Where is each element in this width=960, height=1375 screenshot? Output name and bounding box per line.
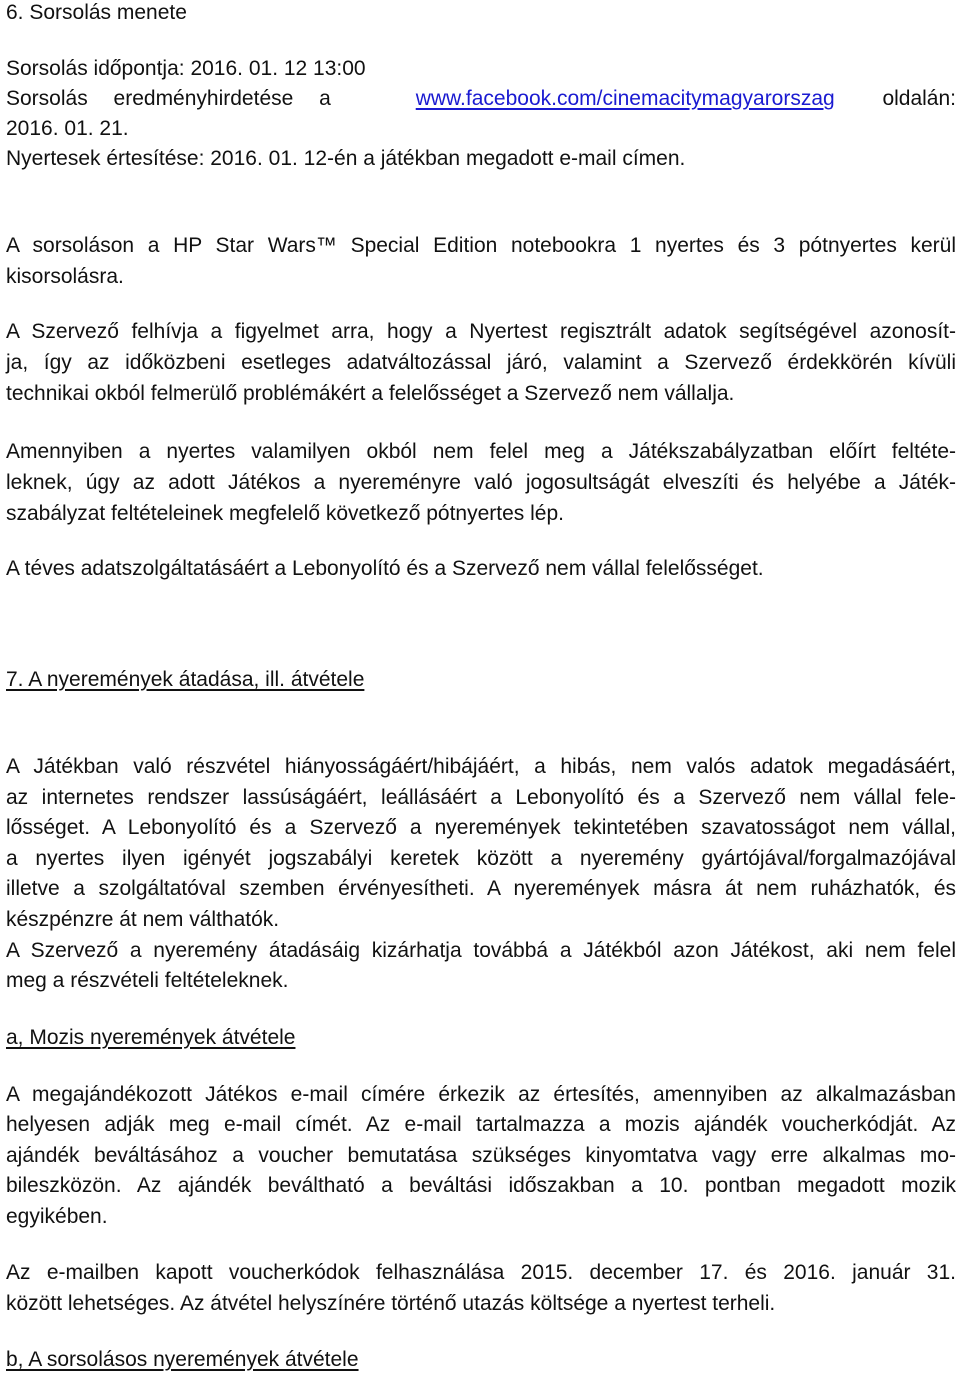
paragraph-line: az internetes rendszer lassúságáért, leállásáért a Lebonyolító és a Szervező nem vállal fele- (6, 786, 956, 809)
paragraph-line: A Szervező a nyeremény átadásáig kizárhatja továbbá a Játékból azon Játékost, aki nem felel (6, 939, 956, 962)
paragraph-line: a nyertes ilyen igényét jogszabályi keretek között a nyeremény gyártójával/forgalmazójával (6, 847, 956, 870)
paragraph-line: között lehetséges. Az átvétel helyszínére történő utazás költsége a nyertest terheli. (6, 1292, 776, 1315)
paragraph-line: egyikében. (6, 1205, 108, 1228)
paragraph-line: A sorsoláson a HP Star Wars™ Special Edition notebookra 1 nyertes és 3 pótnyertes kerül (6, 234, 956, 257)
section-7-heading: 7. A nyeremények átadása, ill. átvétele (6, 668, 365, 691)
paragraph-line: ja, így az időközbeni esetleges adatváltozással járó, valamint a Szervező érdekkörén kívüli (6, 351, 956, 374)
paragraph-line: illetve a szolgáltatóval szemben érvényesítheti. A nyeremények másra át nem ruházhatók, és (6, 877, 956, 900)
paragraph-line: A téves adatszolgáltatásáért a Lebonyolító és a Szervező nem vállal felelősséget. (6, 557, 764, 580)
paragraph-line: szabályzat feltételeinek megfelelő következő pótnyertes lép. (6, 502, 564, 525)
paragraph-line: Az e-mailben kapott voucherkódok felhasználása 2015. december 17. és 2016. január 31. (6, 1261, 956, 1284)
section-6-heading: 6. Sorsolás menete (6, 1, 187, 24)
draw-date: Sorsolás időpontja: 2016. 01. 12 13:00 (6, 57, 366, 80)
paragraph-line: helyesen adják meg e-mail címét. Az e-mail tartalmazza a mozis ajándék voucherkódját. Az (6, 1113, 956, 1136)
paragraph-line: meg a részvételi feltételeknek. (6, 969, 289, 992)
paragraph-line: technikai okból felmerülő problémákért a felelősséget a Szervező nem vállalja. (6, 382, 735, 405)
winner-notification: Nyertesek értesítése: 2016. 01. 12-én a játékban megadott e-mail címen. (6, 147, 686, 170)
paragraph-line: A Szervező felhívja a figyelmet arra, hogy a Nyertest regisztrált adatok segítségével azonosít- (6, 320, 956, 343)
paragraph-line: lősséget. A Lebonyolító és a Szervező a nyeremények tekintetében szavatosságot nem vállal, (6, 816, 956, 839)
announce-suffix: oldalán: (882, 87, 956, 110)
announce-date: 2016. 01. 21. (6, 117, 129, 140)
announce-line (6, 86, 956, 112)
announce-prefix: Sorsolás eredményhirdetése a (6, 87, 331, 110)
paragraph-line: kisorsolásra. (6, 265, 124, 288)
paragraph-line: A megajándékozott Játékos e-mail címére érkezik az értesítés, amennyiben az alkalmazásban (6, 1083, 956, 1106)
paragraph-line: készpénzre át nem válthatók. (6, 908, 280, 931)
subsection-b-heading: b, A sorsolásos nyeremények átvétele (6, 1348, 359, 1371)
paragraph-line: leknek, úgy az adott Játékos a nyereményre való jogosultságát elveszíti és helyébe a Játék- (6, 471, 956, 494)
facebook-link[interactable]: www.facebook.com/cinemacitymagyarorszag (415, 87, 835, 110)
paragraph-line: Amennyiben a nyertes valamilyen okból nem felel meg a Játékszabályzatban előírt feltéte- (6, 440, 956, 463)
paragraph-line: A Játékban való részvétel hiányosságáért/hibájáért, a hibás, nem valós adatok megadásáért, (6, 755, 956, 778)
paragraph-line: bileszközön. Az ajándék beváltható a beváltási időszakban a 10. pontban megadott mozik (6, 1174, 956, 1197)
paragraph-line: ajándék beváltásához a voucher bemutatása szükséges kinyomtatva vagy erre alkalmas mo- (6, 1144, 956, 1167)
subsection-a-heading: a, Mozis nyeremények átvétele (6, 1026, 296, 1049)
